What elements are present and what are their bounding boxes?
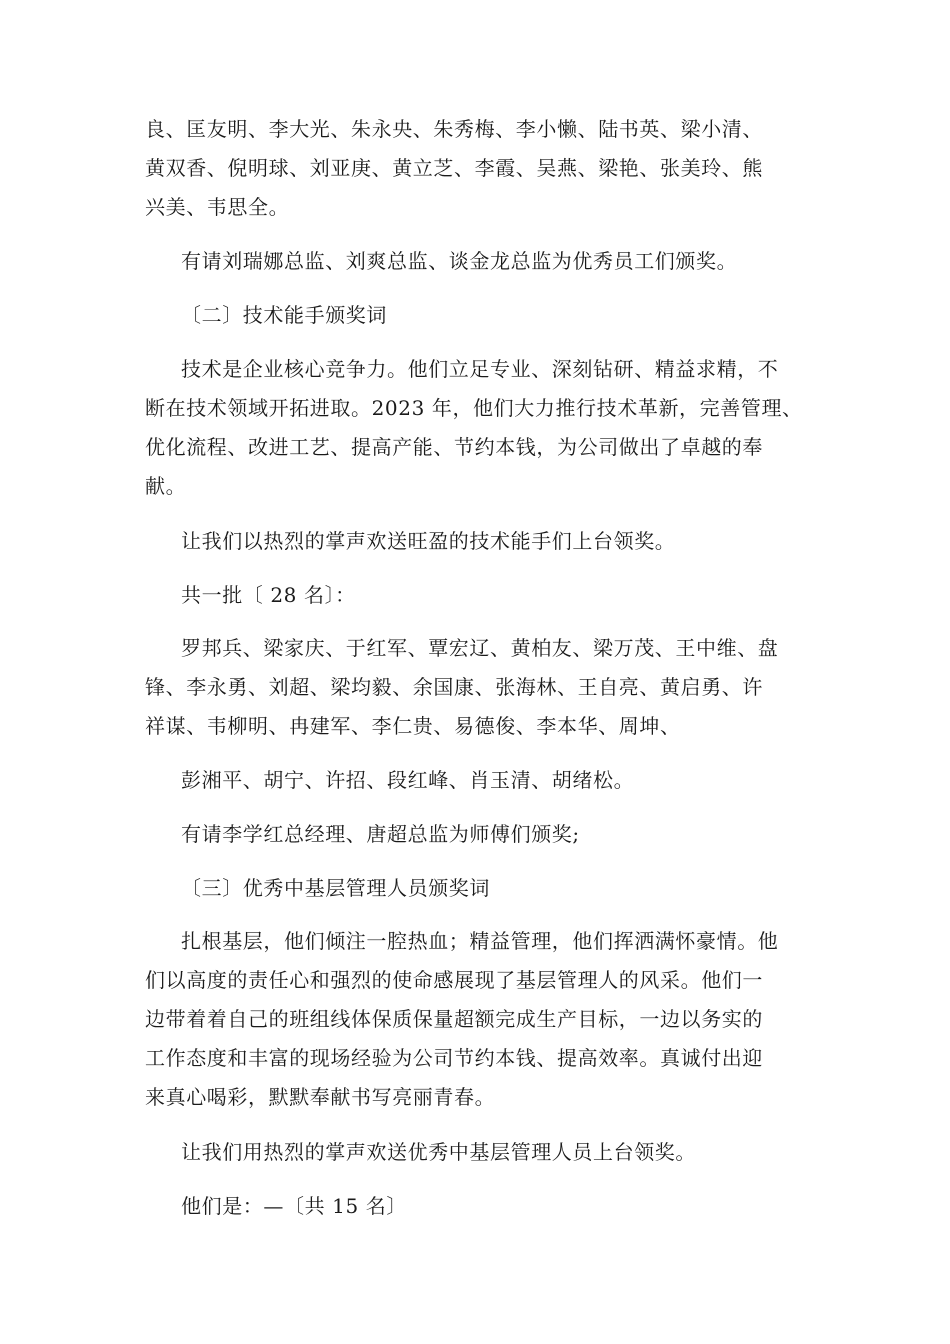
text-line: 有请刘瑞娜总监、刘爽总监、谈金龙总监为优秀员工们颁奖。 [181,249,738,273]
text-line: 工作态度和丰富的现场经验为公司节约本钱、提高效率。真诚付出迎 [145,1046,763,1070]
technical-experts-names [145,629,810,746]
managers-citation [145,922,810,1117]
text-line: 有请李学红总经理、唐超总监为师傅们颁奖; [181,822,580,846]
award-names-paragraph-1 [145,110,810,227]
text-line: 良、匡友明、李大光、朱永央、朱秀梅、李小懒、陆书英、梁小清、 [145,117,763,141]
text-line: 黄双香、倪明球、刘亚庚、黄立芝、李霞、吴燕、梁艳、张美玲、熊 [145,156,763,180]
text-line: 〔二〕技术能手颁奖词 [181,303,387,327]
text-line: 来真心喝彩，默默奉献书写亮丽青春。 [145,1085,496,1109]
managers-welcome [145,1133,810,1172]
technical-experts-welcome [145,522,810,561]
text-line: 让我们以热烈的掌声欢送旺盈的技术能手们上台领奖。 [181,529,676,553]
text-line: 断在技术领域开拓进取。2023 年，他们大力推行技术革新，完善管理、 [145,396,803,420]
text-line: 技术是企业核心竞争力。他们立足专业、深刻钻研、精益求精，不 [181,357,779,381]
text-line: 罗邦兵、梁家庆、于红军、覃宏辽、黄柏友、梁万茂、王中维、盘 [181,636,779,660]
presenter-invitation-2 [145,815,810,854]
text-line: 兴美、韦思全。 [145,195,290,219]
text-line: 优化流程、改进工艺、提高产能、节约本钱，为公司做出了卓越的奉 [145,435,763,459]
text-line: 共一批〔 28 名〕： [181,583,356,607]
text-line: 〔三〕优秀中基层管理人员颁奖词 [181,876,490,900]
presenter-invitation-1 [145,242,810,281]
section-heading-technical-experts [145,296,810,335]
technical-experts-citation [145,350,810,506]
text-line: 扎根基层，他们倾注一腔热血；精益管理，他们挥洒满怀豪情。他 [181,929,779,953]
text-line: 彭湘平、胡宁、许招、段红峰、肖玉清、胡绪松。 [181,768,635,792]
text-line: 他们是：—〔共 15 名〕 [181,1194,407,1218]
technical-experts-names-continued [145,761,810,800]
text-line: 祥谋、韦柳明、冉建军、李仁贵、易德俊、李本华、周坤、 [145,714,681,738]
text-line: 让我们用热烈的掌声欢送优秀中基层管理人员上台领奖。 [181,1140,696,1164]
text-line: 们以高度的责任心和强烈的使命感展现了基层管理人的风采。他们一 [145,968,763,992]
section-heading-managers [145,869,810,908]
text-line: 边带着着自己的班组线体保质保量超额完成生产目标，一边以务实的 [145,1007,763,1031]
text-line: 献。 [145,474,187,498]
text-line: 锋、李永勇、刘超、梁均毅、余国康、张海林、王自亮、黄启勇、许 [145,675,763,699]
technical-experts-count [145,576,810,615]
managers-count [145,1187,810,1226]
